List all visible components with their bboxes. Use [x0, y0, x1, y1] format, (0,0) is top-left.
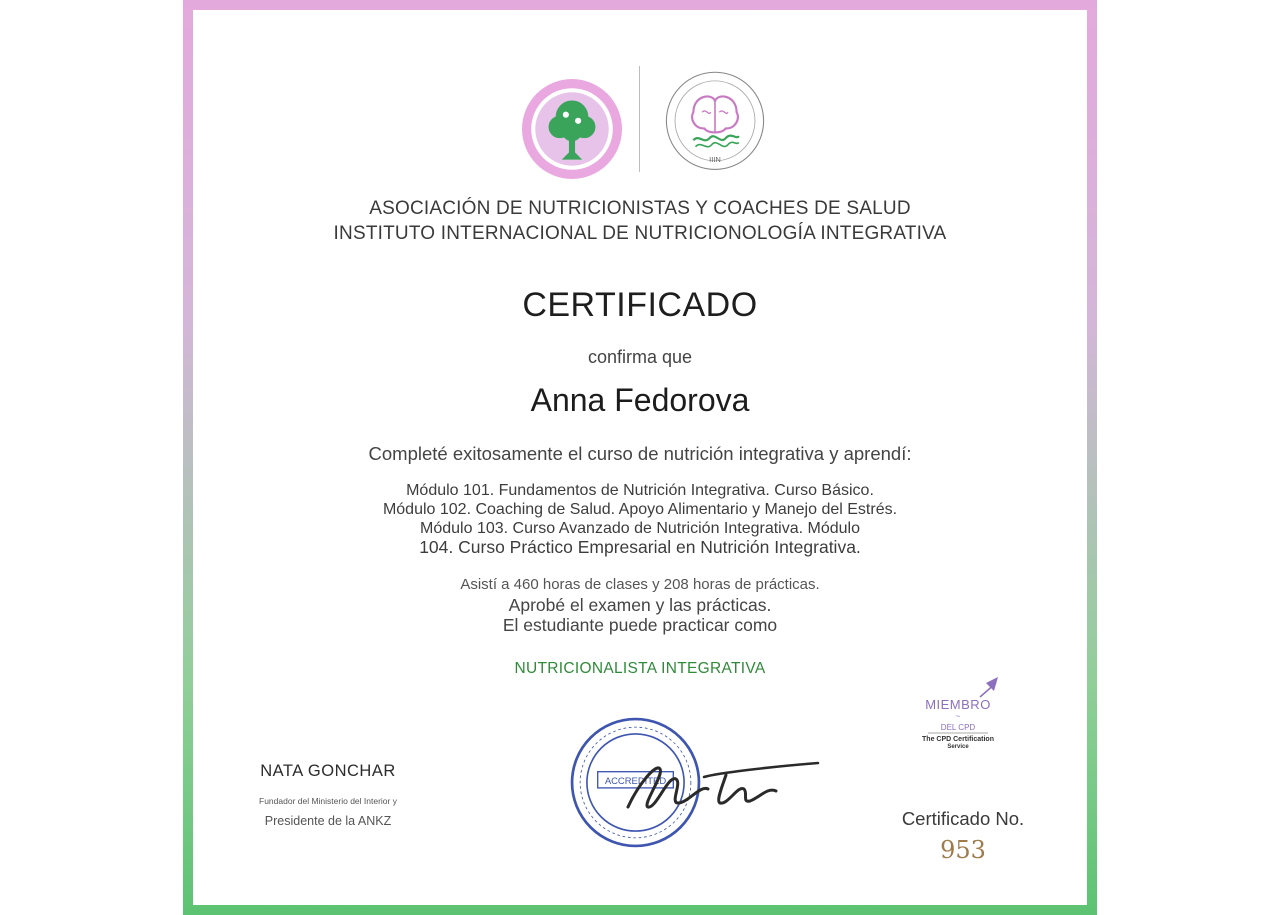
module-item: Módulo 103. Curso Avanzado de Nutrición Integrativa. Módulo — [420, 520, 860, 537]
logos-row — [193, 58, 1087, 178]
cpd-member-badge-icon — [908, 675, 1028, 770]
confirm-text: confirma que — [587, 347, 693, 367]
founder-name: NATA GONCHAR — [260, 762, 396, 780]
logo-divider — [639, 66, 640, 172]
founder-role: Fundador del Ministerio del Interior y — [259, 796, 397, 806]
module-item: 104. Curso Práctico Empresarial en Nutrición Integrativa. — [419, 537, 861, 557]
exam-line: Aprobé el examen y las prácticas. — [508, 595, 772, 615]
certificate-number: 953 — [940, 836, 986, 864]
svg-text:~: ~ — [955, 712, 961, 721]
association-name: ASOCIACIÓN DE NUTRICIONISTAS Y COACHES DE SALUD — [369, 198, 911, 219]
profession-title: NUTRICIONALISTA INTEGRATIVA — [514, 660, 766, 677]
institute-name: INSTITUTO INTERNACIONAL DE NUTRICIONOLOGÍA INTEGRATIVA — [333, 223, 947, 244]
svg-text:Service: Service — [947, 744, 969, 750]
association-logo-icon — [521, 78, 623, 180]
recipient-name: Anna Fedorova — [530, 382, 750, 418]
practice-line: El estudiante puede practicar como — [502, 615, 778, 635]
certificate-title: CERTIFICADO — [522, 286, 758, 324]
svg-text:IIIN: IIIN — [709, 154, 721, 164]
certificate-frame — [183, 0, 1097, 915]
certificate-body — [193, 10, 1087, 905]
certificate-number-label: Certificado No. — [901, 808, 1025, 829]
signature-icon — [608, 745, 823, 825]
hours-text: Asistí a 460 horas de clases y 208 horas de prácticas. — [460, 576, 820, 593]
institute-logo-icon — [661, 68, 769, 178]
svg-text:ACCREDITED: ACCREDITED — [604, 775, 667, 787]
exam-text — [193, 595, 1087, 635]
svg-text:DEL CPD: DEL CPD — [940, 723, 976, 732]
module-list — [193, 481, 1087, 557]
founder-title: Presidente de la ANKZ — [264, 814, 392, 828]
svg-text:MIEMBRO: MIEMBRO — [925, 697, 991, 712]
svg-text:The CPD Certification: The CPD Certification — [922, 736, 994, 743]
module-item: Módulo 101. Fundamentos de Nutrición Integrativa. Curso Básico. — [406, 482, 874, 499]
module-item: Módulo 102. Coaching de Salud. Apoyo Alimentario y Manejo del Estrés. — [382, 501, 898, 518]
course-intro: Completé exitosamente el curso de nutrición integrativa y aprendí: — [368, 443, 912, 464]
